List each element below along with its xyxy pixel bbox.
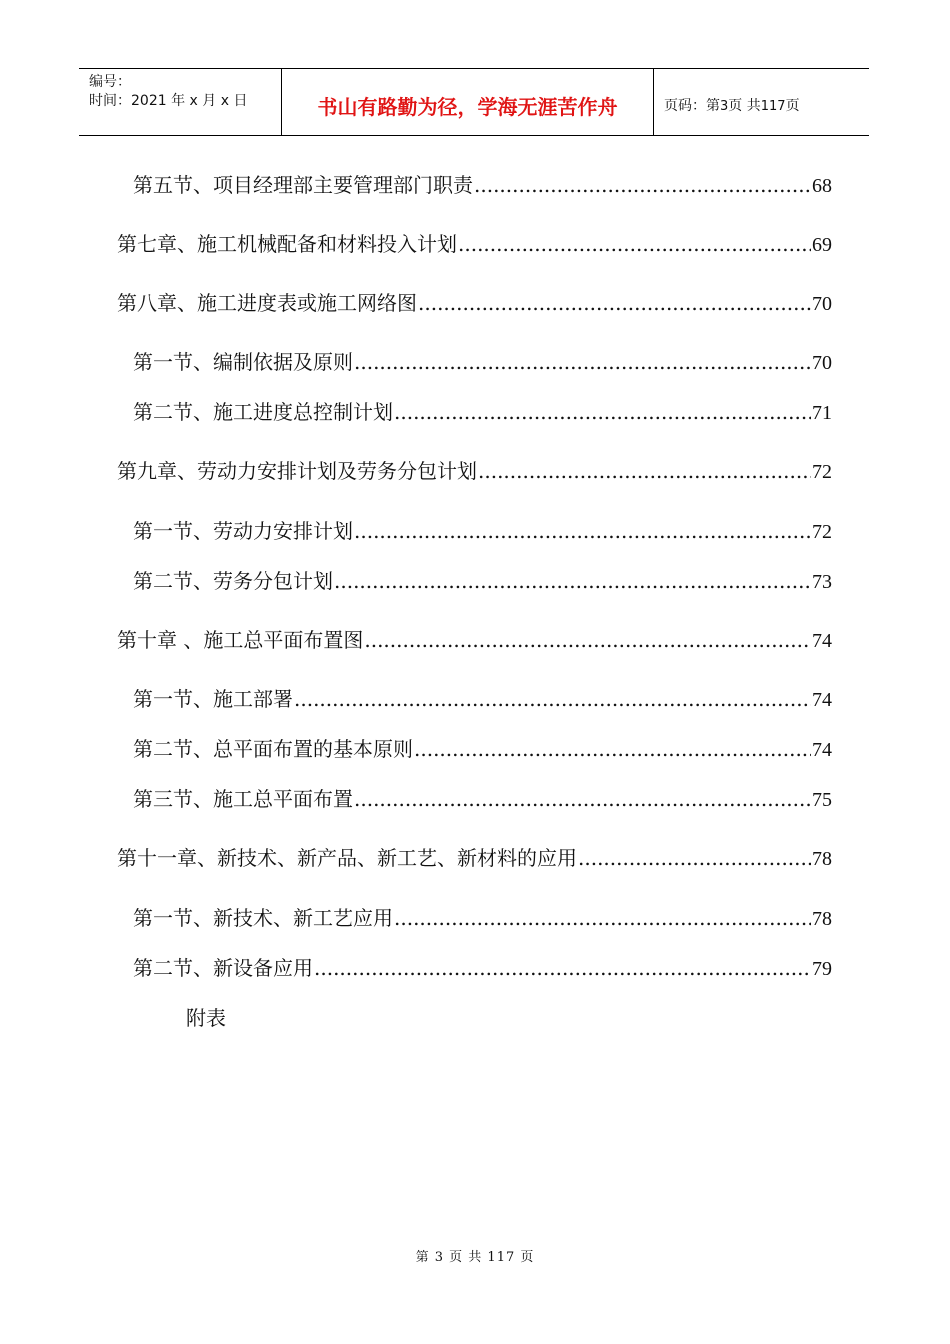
page-current: 3: [720, 99, 729, 114]
toc-entry[interactable]: [133, 736, 832, 763]
toc-entry-title: 第二节、施工进度总控制计划: [133, 400, 393, 424]
toc-entry-page: 72: [812, 461, 832, 483]
toc-entry-title: 第八章、施工进度表或施工网络图: [117, 291, 417, 315]
toc-leader-dots: [458, 231, 811, 257]
toc-leader-dots: [354, 786, 811, 812]
toc-entry[interactable]: [133, 518, 832, 545]
toc-entry-page: 79: [812, 958, 832, 980]
toc-entry[interactable]: [117, 290, 832, 317]
toc-entry-page: 78: [812, 908, 832, 930]
toc-leader-dots: [334, 568, 811, 594]
toc-leader-dots: [354, 518, 811, 544]
toc-entry[interactable]: [117, 458, 832, 485]
toc-entry-title: 第一节、施工部署: [133, 687, 293, 711]
toc-entry-title: 第五节、项目经理部主要管理部门职责: [133, 173, 473, 197]
toc-entry-page: 74: [812, 630, 832, 652]
toc-leader-dots: [294, 686, 811, 712]
toc-entry[interactable]: [133, 349, 832, 376]
toc-entry-page: 72: [812, 521, 832, 543]
toc-leader-dots: [478, 458, 811, 484]
toc-leader-dots: [578, 845, 811, 871]
toc-entry-page: 70: [812, 293, 832, 315]
page-total: 117: [760, 99, 786, 114]
toc-entry[interactable]: [133, 786, 832, 813]
toc-entry-title: 第二节、劳务分包计划: [133, 569, 333, 593]
toc-entry-page: 69: [812, 234, 832, 256]
page-footer: 第 3 页 共 117 页: [415, 1250, 535, 1265]
toc-entry-title: 第二节、新设备应用: [133, 956, 313, 980]
toc-entry-page: 75: [812, 789, 832, 811]
toc-entry-title: 第二节、总平面布置的基本原则: [133, 737, 413, 761]
toc-entry[interactable]: [133, 686, 832, 713]
toc-leader-dots: [418, 290, 811, 316]
page-header: [79, 68, 869, 136]
motto-text: 书山有路勤为径，学海无涯苦作舟: [317, 94, 618, 119]
header-meta: [79, 69, 281, 135]
toc-leader-dots: [314, 955, 811, 981]
appendix-label: 附表: [186, 1006, 226, 1030]
toc-entry[interactable]: [133, 905, 832, 932]
header-motto: [281, 69, 654, 135]
toc-entry-title: 第九章、劳动力安排计划及劳务分包计划: [117, 459, 477, 483]
toc-entry-title: 第十章 、施工总平面布置图: [117, 628, 364, 652]
toc-entry-page: 71: [812, 402, 832, 424]
toc-entry[interactable]: [117, 231, 832, 258]
toc-entry-page: 73: [812, 571, 832, 593]
toc-entry-page: 78: [812, 848, 832, 870]
toc-entry-title: 第一节、新技术、新工艺应用: [133, 906, 393, 930]
document-number-label: 编号：: [89, 74, 131, 90]
page-mid: 页 共: [728, 98, 761, 114]
toc-leader-dots: [354, 349, 811, 375]
toc-entry[interactable]: [133, 399, 832, 426]
header-page-indicator: [654, 69, 869, 135]
page-prefix: 页码：第: [664, 98, 720, 114]
document-time-label: 时间：2021 年 x 月 x 日: [89, 93, 248, 109]
toc-entry[interactable]: [117, 845, 832, 872]
toc-leader-dots: [474, 172, 811, 198]
toc-entry-title: 第十一章、新技术、新产品、新工艺、新材料的应用: [117, 846, 577, 870]
toc-entry-title: 第一节、劳动力安排计划: [133, 519, 353, 543]
toc-entry[interactable]: [133, 568, 832, 595]
toc-leader-dots: [414, 736, 811, 762]
page-suffix: 页: [785, 98, 800, 114]
toc-entry[interactable]: [133, 172, 832, 199]
toc-entry-page: 70: [812, 352, 832, 374]
toc-entry-title: 第七章、施工机械配备和材料投入计划: [117, 232, 457, 256]
toc-entry[interactable]: [117, 627, 832, 654]
toc-entry-title: 第一节、编制依据及原则: [133, 350, 353, 374]
toc-entry[interactable]: [133, 955, 832, 982]
toc-entry-page: 74: [812, 689, 832, 711]
toc-leader-dots: [394, 399, 811, 425]
toc-entry-page: 68: [812, 175, 832, 197]
toc-leader-dots: [394, 905, 811, 931]
toc-entry-page: 74: [812, 739, 832, 761]
toc-entry-title: 第三节、施工总平面布置: [133, 787, 353, 811]
toc-leader-dots: [364, 627, 811, 653]
